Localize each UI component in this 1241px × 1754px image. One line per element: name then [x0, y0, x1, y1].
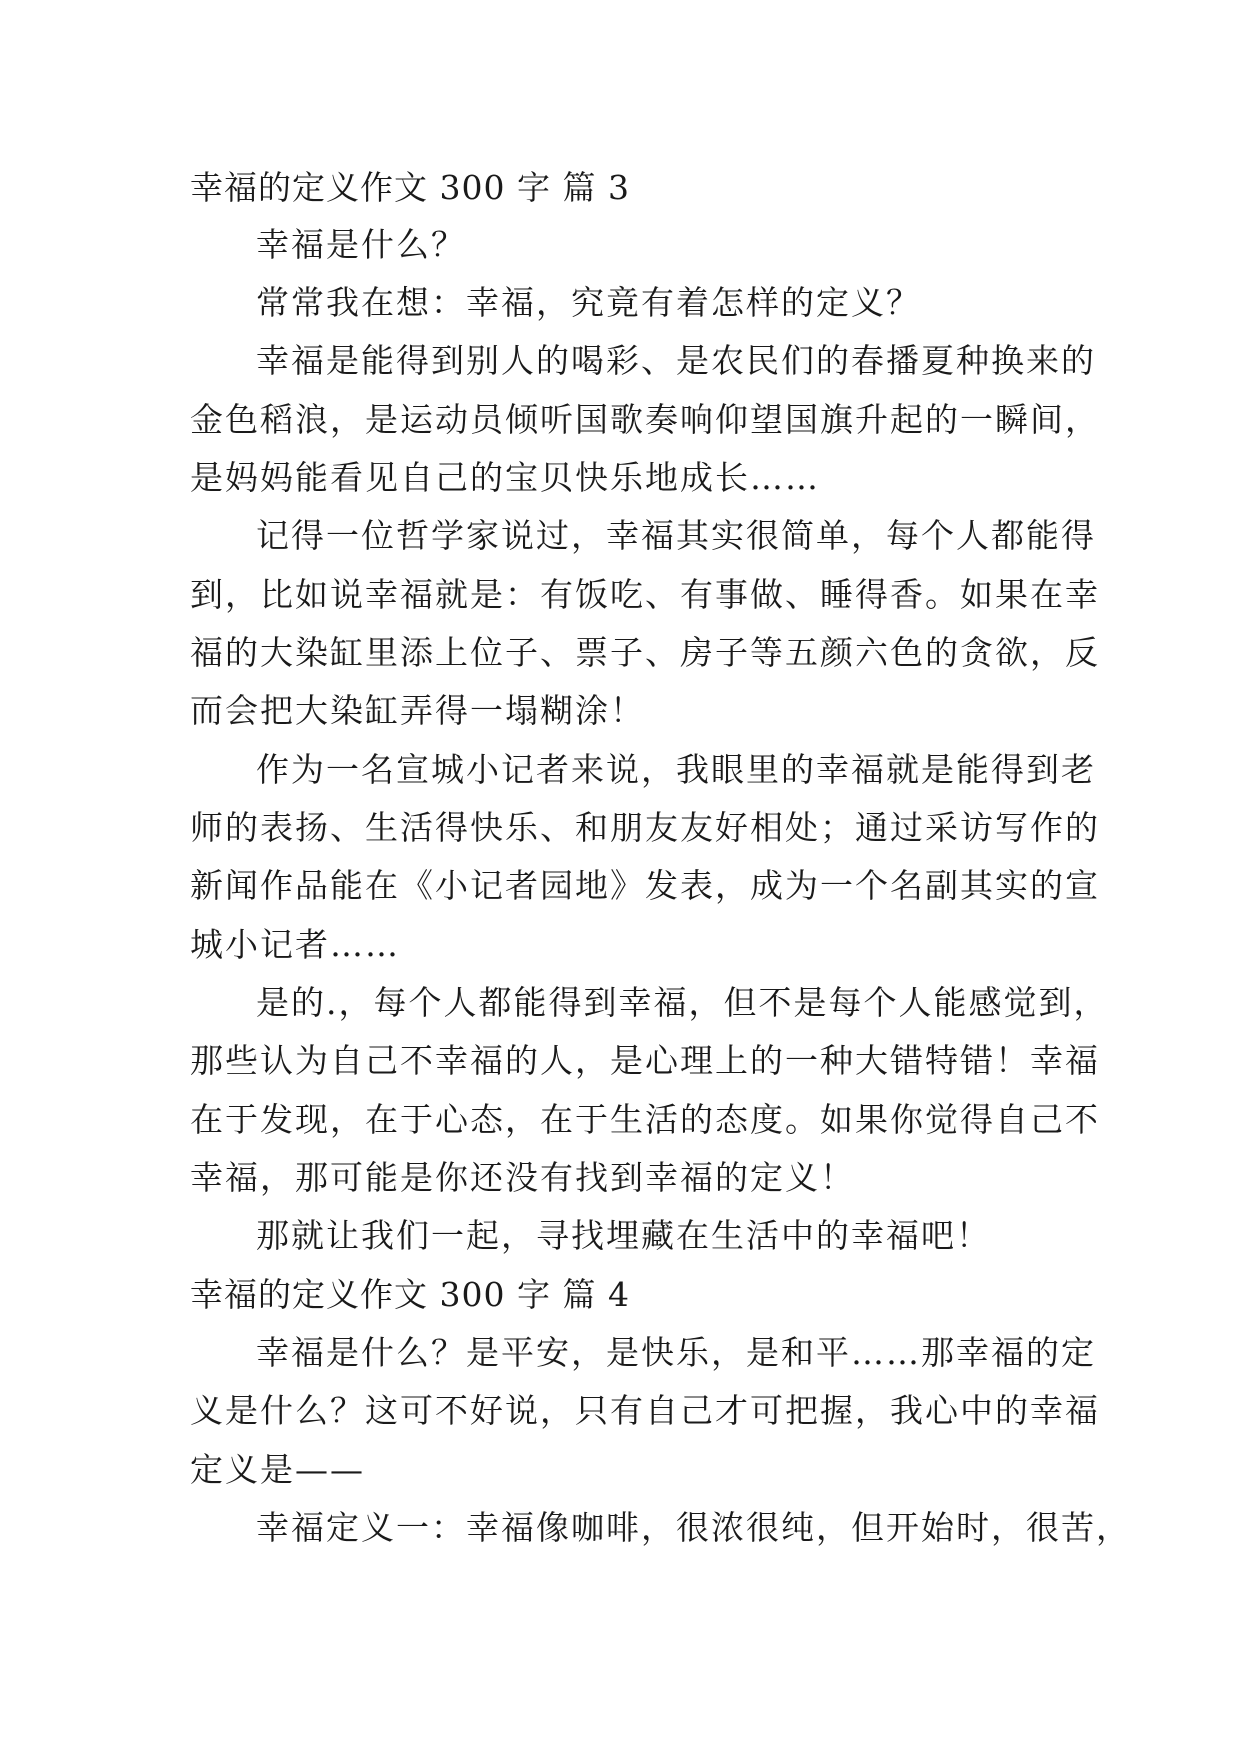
- paragraph-line: 是妈妈能看见自己的宝贝快乐地成长……: [190, 458, 820, 497]
- paragraph-line: 福的大染缸里添上位子、票子、房子等五颜六色的贪欲，反: [190, 633, 1100, 672]
- paragraph-line: 师的表扬、生活得快乐、和朋友友好相处；通过采访写作的: [190, 808, 1100, 847]
- paragraph-line: 幸福是能得到别人的喝彩、是农民们的春播夏种换来的: [256, 341, 1096, 380]
- paragraph-line: 幸福是什么？是平安，是快乐，是和平……那幸福的定: [256, 1333, 1096, 1372]
- paragraph-line: 幸福是什么？: [256, 225, 466, 264]
- paragraph-line: 到，比如说幸福就是：有饭吃、有事做、睡得香。如果在幸: [190, 575, 1100, 614]
- paragraph-line: 那就让我们一起，寻找埋藏在生活中的幸福吧！: [256, 1216, 991, 1255]
- paragraph-line: 作为一名宣城小记者来说，我眼里的幸福就是能得到老: [256, 750, 1096, 789]
- paragraph-line: 新闻作品能在《小记者园地》发表，成为一个名副其实的宣: [190, 866, 1100, 905]
- section-heading-4: 幸福的定义作文 300 字 篇 4: [190, 1275, 630, 1314]
- paragraph-line: 是的.，每个人都能得到幸福，但不是每个人能感觉到，: [256, 983, 1109, 1022]
- paragraph-line: 记得一位哲学家说过，幸福其实很简单，每个人都能得: [256, 516, 1096, 555]
- paragraph-line: 而会把大染缸弄得一塌糊涂！: [190, 691, 645, 730]
- paragraph-line: 定义是——: [190, 1450, 365, 1489]
- paragraph-line: 幸福定义一：幸福像咖啡，很浓很纯，但开始时，很苦，: [256, 1508, 1131, 1547]
- section-heading-3: 幸福的定义作文 300 字 篇 3: [190, 168, 630, 207]
- paragraph-line: 在于发现，在于心态，在于生活的态度。如果你觉得自己不: [190, 1100, 1100, 1139]
- paragraph-line: 幸福，那可能是你还没有找到幸福的定义！: [190, 1158, 855, 1197]
- paragraph-line: 金色稻浪，是运动员倾听国歌奏响仰望国旗升起的一瞬间，: [190, 400, 1100, 439]
- paragraph-line: 常常我在想：幸福，究竟有着怎样的定义？: [256, 283, 921, 322]
- paragraph-line: 义是什么？这可不好说，只有自己才可把握，我心中的幸福: [190, 1391, 1100, 1430]
- paragraph-line: 城小记者……: [190, 925, 400, 964]
- paragraph-line: 那些认为自己不幸福的人，是心理上的一种大错特错！幸福: [190, 1041, 1100, 1080]
